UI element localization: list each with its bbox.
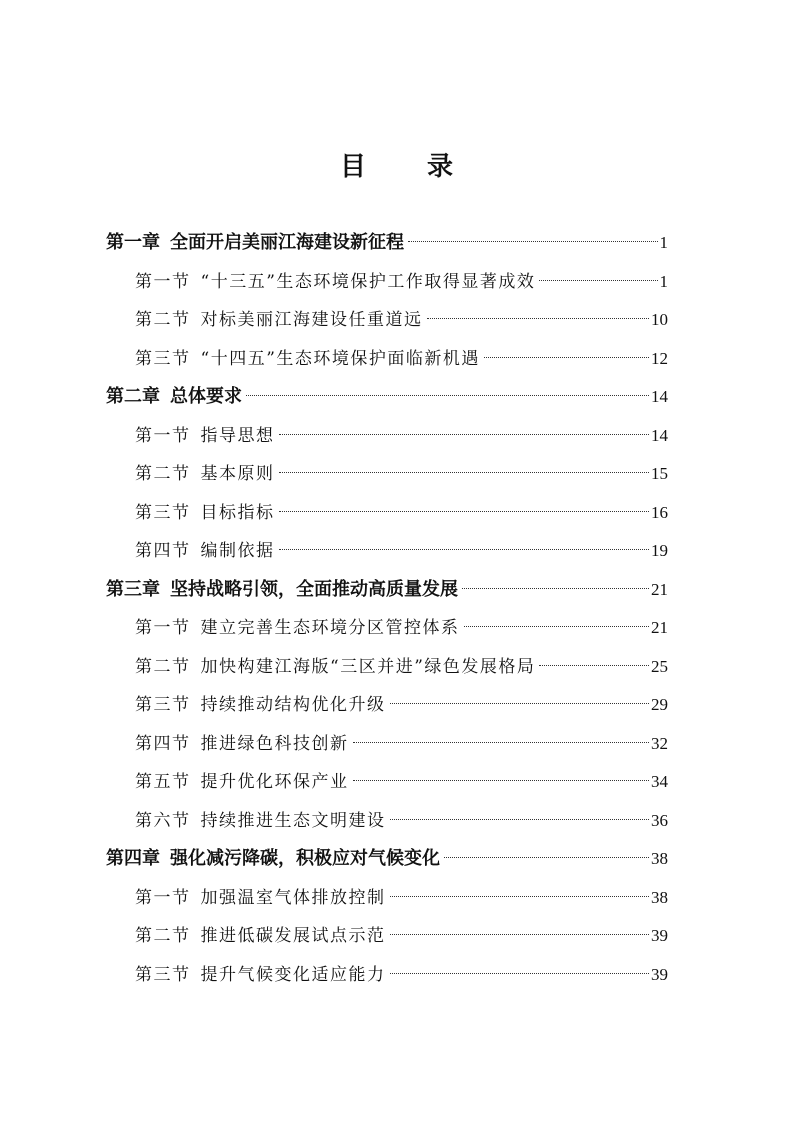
toc-section-entry[interactable] xyxy=(135,691,668,719)
toc-section-entry[interactable] xyxy=(135,268,668,296)
entry-title: 加快构建江海版“三区并进”绿色发展格局 xyxy=(200,656,536,677)
entry-number: 第一节 xyxy=(135,271,191,292)
dot-leader xyxy=(279,472,650,473)
entry-title: 推进低碳发展试点示范 xyxy=(200,926,386,946)
entry-title: 基本原则 xyxy=(200,464,275,484)
entry-title: 总体要求 xyxy=(170,386,242,407)
toc-section-entry[interactable] xyxy=(135,961,668,989)
toc-section-entry[interactable] xyxy=(135,730,668,758)
entry-title: 强化减污降碳，积极应对气候变化 xyxy=(170,848,440,869)
dot-leader xyxy=(390,896,650,897)
dot-leader xyxy=(408,241,658,242)
entry-title: 目标指标 xyxy=(200,502,275,523)
dot-leader xyxy=(279,549,650,550)
entry-title: 持续推动结构优化升级 xyxy=(200,695,386,715)
entry-number: 第四节 xyxy=(135,541,191,561)
page-number: 10 xyxy=(651,310,668,329)
page-number: 38 xyxy=(651,887,668,907)
dot-leader xyxy=(353,742,650,743)
toc-section-entry[interactable] xyxy=(135,614,668,642)
entry-title: 加强温室气体排放控制 xyxy=(200,887,386,908)
entry-title: 推进绿色科技创新 xyxy=(200,733,349,754)
dot-leader xyxy=(444,857,649,858)
toc-section-entry[interactable] xyxy=(135,922,668,950)
page-number: 39 xyxy=(651,926,668,945)
entry-title: “十四五”生态环境保护面临新机遇 xyxy=(200,348,480,369)
entry-title: “十三五”生态环境保护工作取得显著成效 xyxy=(200,271,536,292)
dot-leader xyxy=(390,934,650,935)
toc-section-entry[interactable] xyxy=(135,306,668,334)
entry-number: 第二节 xyxy=(135,656,191,677)
entry-number: 第三节 xyxy=(135,695,191,715)
page-number: 19 xyxy=(651,541,668,560)
entry-number: 第一章 xyxy=(106,232,160,253)
page-title: 目 录 xyxy=(339,152,480,182)
toc-chapter-entry[interactable] xyxy=(106,576,668,604)
toc-section-entry[interactable] xyxy=(135,768,668,796)
page-number: 25 xyxy=(651,656,668,676)
entry-number: 第一节 xyxy=(135,887,191,908)
dot-leader xyxy=(279,511,650,512)
dot-leader xyxy=(539,665,649,666)
dot-leader xyxy=(246,395,649,396)
dot-leader xyxy=(462,588,649,589)
entry-number: 第一节 xyxy=(135,425,191,446)
entry-title: 指导思想 xyxy=(200,425,275,446)
entry-title: 编制依据 xyxy=(200,541,275,561)
page-number: 32 xyxy=(651,733,668,753)
dot-leader xyxy=(484,357,649,358)
dot-leader xyxy=(427,318,650,319)
page-number: 21 xyxy=(651,579,668,599)
toc-section-entry[interactable] xyxy=(135,460,668,488)
page-number: 39 xyxy=(651,964,668,984)
entry-number: 第三节 xyxy=(135,964,191,985)
toc-section-entry[interactable] xyxy=(135,499,668,527)
dot-leader xyxy=(464,626,650,627)
dot-leader xyxy=(390,819,650,820)
page-number: 14 xyxy=(651,425,668,445)
entry-number: 第二节 xyxy=(135,310,191,330)
entry-number: 第二章 xyxy=(106,386,160,407)
entry-title: 提升优化环保产业 xyxy=(200,772,349,792)
entry-number: 第一节 xyxy=(135,618,191,638)
entry-title: 全面开启美丽江海建设新征程 xyxy=(170,232,404,253)
toc-section-entry[interactable] xyxy=(135,345,668,373)
page-number: 15 xyxy=(651,464,668,483)
toc-chapter-entry[interactable] xyxy=(106,229,668,257)
entry-number: 第四章 xyxy=(106,848,160,869)
page-number: 12 xyxy=(651,348,668,368)
toc-section-entry[interactable] xyxy=(135,422,668,450)
page-number: 34 xyxy=(651,772,668,791)
page-number: 36 xyxy=(651,810,668,830)
entry-title: 对标美丽江海建设任重道远 xyxy=(200,310,423,330)
entry-number: 第二节 xyxy=(135,926,191,946)
dot-leader xyxy=(390,973,650,974)
page-number: 29 xyxy=(651,695,668,714)
page-number: 16 xyxy=(651,502,668,522)
toc-chapter-entry[interactable] xyxy=(106,383,668,411)
dot-leader xyxy=(353,780,650,781)
page-number: 21 xyxy=(651,618,668,637)
entry-number: 第三章 xyxy=(106,578,160,600)
entry-number: 第三节 xyxy=(135,502,191,523)
dot-leader xyxy=(539,280,657,281)
dot-leader xyxy=(279,434,650,435)
entry-title: 建立完善生态环境分区管控体系 xyxy=(200,618,460,638)
entry-title: 提升气候变化适应能力 xyxy=(200,964,386,985)
entry-title: 持续推进生态文明建设 xyxy=(200,810,386,831)
toc-section-entry[interactable] xyxy=(135,884,668,912)
entry-number: 第六节 xyxy=(135,810,191,831)
entry-number: 第五节 xyxy=(135,772,191,792)
page-number: 1 xyxy=(659,271,668,291)
page-number: 1 xyxy=(659,233,668,252)
entry-title: 坚持战略引领，全面推动高质量发展 xyxy=(170,578,458,600)
entry-number: 第四节 xyxy=(135,733,191,754)
toc-section-entry[interactable] xyxy=(135,537,668,565)
page-number: 38 xyxy=(651,849,668,868)
entry-number: 第三节 xyxy=(135,348,191,369)
toc-section-entry[interactable] xyxy=(135,653,668,681)
entry-number: 第二节 xyxy=(135,464,191,484)
page-number: 14 xyxy=(651,387,668,406)
toc-section-entry[interactable] xyxy=(135,807,668,835)
dot-leader xyxy=(390,703,650,704)
toc-chapter-entry[interactable] xyxy=(106,845,668,873)
